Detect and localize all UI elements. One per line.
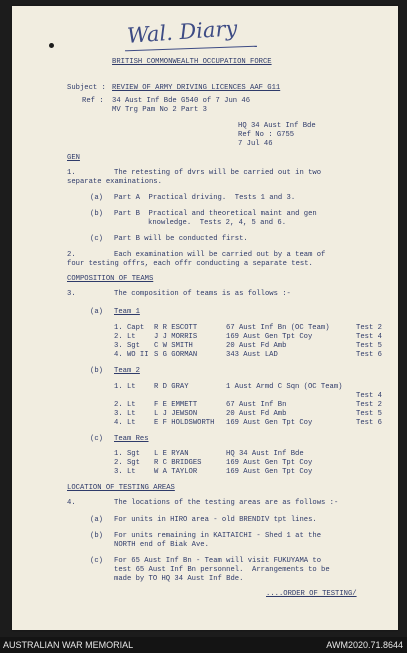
archive-footer: [0, 637, 407, 653]
para-4c-label: (c): [90, 557, 103, 565]
para-4a-label: (a): [90, 516, 103, 524]
table-cell: W A TAYLOR: [154, 468, 198, 476]
table-row: 3. Lt: [114, 468, 136, 476]
table-cell: F E EMMETT: [154, 401, 198, 409]
table-row: 3. Lt: [114, 410, 136, 418]
para-4a-text: For units in HIRO area - old BRENDIV tpt lines.: [114, 516, 317, 524]
document-heading: BRITISH COMMONWEALTH OCCUPATION FORCE: [112, 58, 272, 66]
ref-line-1: 34 Aust Inf Bde G540 of 7 Jun 46: [112, 97, 251, 105]
para-4b-line-1: For units remaining in KAITAICHI - Shed 1 at the: [114, 532, 322, 540]
team-2-label: (b): [90, 367, 103, 375]
footer-source: AUSTRALIAN WAR MEMORIAL: [3, 640, 134, 650]
section-composition: COMPOSITION OF TEAMS: [67, 275, 154, 283]
table-cell: L J JEWSON: [154, 410, 198, 418]
table-cell: 20 Aust Fd Amb: [226, 410, 287, 418]
table-cell: L E RYAN: [154, 450, 189, 458]
table-row: 1. Lt: [114, 383, 136, 391]
table-row: 1. Capt: [114, 324, 145, 332]
para-4b-label: (b): [90, 532, 103, 540]
table-cell: HQ 34 Aust Inf Bde: [226, 450, 304, 458]
table-cell: Test 4: [356, 392, 382, 400]
table-cell: Test 4: [356, 333, 382, 341]
continued-note: ....ORDER OF TESTING/: [266, 590, 357, 598]
para-4c-line-1: For 65 Aust Inf Bn - Team will visit FUKUYAMA to: [114, 557, 322, 565]
para-2-num: 2.: [67, 251, 76, 259]
table-row: 4. WO II: [114, 351, 149, 359]
para-4b-line-2: NORTH end of Biak Ave.: [114, 541, 209, 549]
para-4-num: 4.: [67, 499, 76, 507]
document-page: [12, 6, 398, 630]
section-gen: GEN: [67, 154, 80, 162]
team-1-label: (a): [90, 308, 103, 316]
hq-line-1: HQ 34 Aust Inf Bde: [238, 122, 316, 130]
table-cell: J J MORRIS: [154, 333, 198, 341]
table-row: 2. Lt: [114, 333, 136, 341]
table-row: 3. Sgt: [114, 342, 140, 350]
table-cell: 169 Aust Gen Tpt Coy: [226, 333, 313, 341]
hq-line-3: 7 Jul 46: [238, 140, 273, 148]
para-1a-label: (a): [90, 194, 103, 202]
para-1b-line-2: knowledge. Tests 2, 4, 5 and 6.: [148, 219, 287, 227]
table-row: 2. Lt: [114, 401, 136, 409]
para-4-text: The locations of the testing areas are as follows :-: [114, 499, 339, 507]
table-cell: 1 Aust Armd C Sqn (OC Team): [226, 383, 343, 391]
team-1-heading: Team 1: [114, 308, 140, 316]
subject-value: REVIEW OF ARMY DRIVING LICENCES AAF G11: [112, 84, 281, 92]
punch-hole-icon: [49, 43, 54, 48]
team-res-label: (c): [90, 435, 103, 443]
para-2-line-1: Each examination will be carried out by a team of: [114, 251, 326, 259]
ref-label: Ref :: [82, 97, 104, 105]
ref-line-2: MV Trg Pam No 2 Part 3: [112, 106, 207, 114]
table-cell: R C BRIDGES: [154, 459, 202, 467]
para-1-line-1: The retesting of dvrs will be carried out in two: [114, 169, 322, 177]
table-cell: C W SMITH: [154, 342, 193, 350]
para-3-text: The composition of teams is as follows :-: [114, 290, 291, 298]
table-cell: R D GRAY: [154, 383, 189, 391]
para-3-num: 3.: [67, 290, 76, 298]
para-4c-line-3: made by TO HQ 34 Aust Inf Bde.: [114, 575, 244, 583]
handwritten-annotation: Wal. Diary: [126, 16, 239, 48]
para-1-num: 1.: [67, 169, 76, 177]
team-2-heading: Team 2: [114, 367, 140, 375]
para-1b-label: (b): [90, 210, 103, 218]
table-cell: S G GORMAN: [154, 351, 198, 359]
para-1b-line-1: Part B Practical and theoretical maint and gen: [114, 210, 317, 218]
table-cell: 169 Aust Gen Tpt Coy: [226, 459, 313, 467]
para-1a-text: Part A Practical driving. Tests 1 and 3.: [114, 194, 296, 202]
table-cell: 20 Aust Fd Amb: [226, 342, 287, 350]
table-cell: 67 Aust Inf Bn (OC Team): [226, 324, 330, 332]
para-1-line-2: separate examinations.: [67, 178, 162, 186]
table-cell: R R ESCOTT: [154, 324, 198, 332]
table-cell: Test 6: [356, 351, 382, 359]
para-2-line-2: four testing offrs, each offr conducting a separate test.: [67, 260, 313, 268]
hq-line-2: Ref No : G755: [238, 131, 295, 139]
subject-label: Subject :: [67, 84, 106, 92]
table-cell: Test 2: [356, 324, 382, 332]
para-1c-text: Part B will be conducted first.: [114, 235, 248, 243]
table-row: 1. Sgt: [114, 450, 140, 458]
table-cell: 343 Aust LAD: [226, 351, 278, 359]
para-4c-line-2: test 65 Aust Inf Bn personnel. Arrangements to be: [114, 566, 330, 574]
table-cell: Test 2: [356, 401, 382, 409]
table-cell: 169 Aust Gen Tpt Coy: [226, 468, 313, 476]
section-location: LOCATION OF TESTING AREAS: [67, 484, 175, 492]
table-row: 4. Lt: [114, 419, 136, 427]
para-1c-label: (c): [90, 235, 103, 243]
footer-accession-number: AWM2020.71.8644: [326, 640, 403, 650]
table-cell: Test 5: [356, 342, 382, 350]
table-cell: Test 6: [356, 419, 382, 427]
table-row: 2. Sgt: [114, 459, 140, 467]
table-cell: 67 Aust Inf Bn: [226, 401, 287, 409]
table-cell: E F HOLDSWORTH: [154, 419, 215, 427]
team-res-heading: Team Res: [114, 435, 149, 443]
table-cell: 169 Aust Gen Tpt Coy: [226, 419, 313, 427]
table-cell: Test 5: [356, 410, 382, 418]
